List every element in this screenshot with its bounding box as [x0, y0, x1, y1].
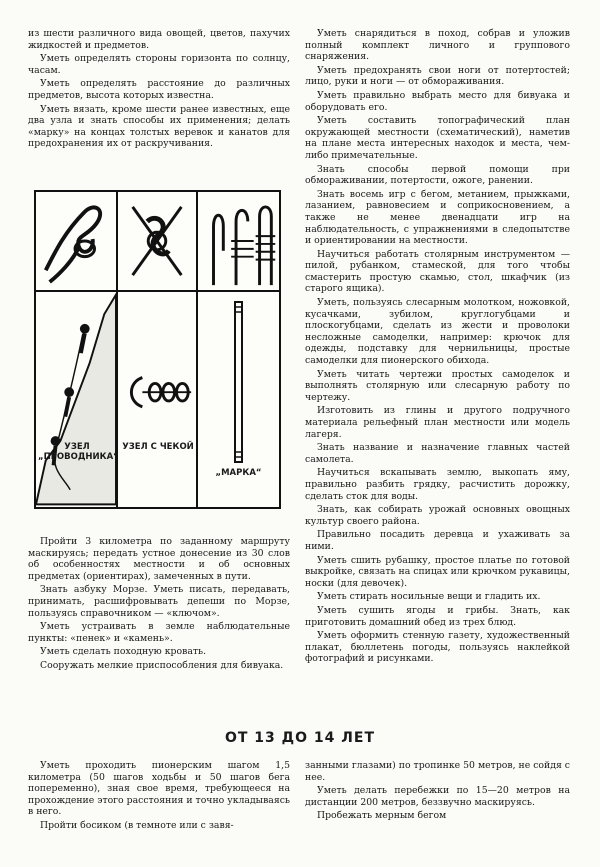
paragraph: Правильно посадить деревца и ухаживать за ними. [305, 529, 570, 552]
toggle-chain-drawing [118, 292, 198, 507]
paragraph: из шести различного вида овощей, цветов, пахучих жидкостей и предметов. [28, 28, 290, 51]
paragraph: Уметь определять расстояние до различных предметов, высота которых известна. [28, 78, 290, 101]
paragraph: Научиться вскапывать землю, выкопать яму, правильно разбить грядку, расчистить дорожку, сделать сток для воды. [305, 467, 570, 502]
paragraph: Уметь составить топографический план окружающей местности (схематический), наметив на плане места интересных находок и места, чем-либо примечательные. [305, 115, 570, 161]
paragraph: Знать восемь игр с бегом, метанием, прыжками, лазанием, равновесием и соприкосновением, а также не менее двенадцати игр на наблюдательность, с упражнениями в следопытстве и ориентировании на местности. [305, 188, 570, 247]
paragraph: Пройти 3 километра по заданному маршруту маскируясь; передать устное донесение из 30 слов об особенностях местности и об основных предметах (ориентирах), замеченных в пути. [28, 536, 290, 582]
bowline-knot-drawing [36, 192, 118, 292]
section-heading: ОТ 13 ДО 14 ЛЕТ [224, 730, 376, 746]
whipped-rope-drawing [198, 292, 279, 507]
paragraph: Знать, как собирать урожай основных овощных культур своего района. [305, 504, 570, 527]
paragraph: Уметь правильно выбрать место для бивуака и оборудовать его. [305, 89, 570, 113]
paragraph: Уметь устраивать в земле наблюдательные пункты: «пенек» и «камень». [28, 621, 290, 644]
paragraph: Изготовить из глины и другого подручного материала рельефный план местности или модель лагеря. [305, 405, 570, 440]
paragraph: Уметь проходить пионерским шагом 1,5 километра (50 шагов ходьбы и 50 шагов бега попеременно), зная свое время, требующееся на прохождение этого расстояния и точно укладываясь в него. [28, 760, 290, 818]
caption-whipping: „МАРКА“ [215, 468, 262, 478]
caption-toggle: УЗЕЛ С ЧЕКОЙ [122, 442, 194, 452]
bottom-right-text [305, 760, 570, 824]
paragraph: Уметь определять стороны горизонта по солнцу, часам. [28, 53, 290, 76]
knots-illustration [34, 190, 281, 509]
whipping-stages-drawing [198, 192, 279, 292]
paragraph: занными глазами) по тропинке 50 метров, не сойдя с нее. [305, 760, 570, 783]
right-column-text [305, 28, 570, 667]
paragraph: Уметь снарядиться в поход, собрав и уложив полный комплект личного и группового снаряжения. [305, 28, 570, 63]
paragraph: Сооружать мелкие приспособления для бивуака. [40, 659, 284, 671]
paragraph: Уметь делать перебежки по 15—20 метров на дистанции 200 метров, беззвучно маскируясь. [305, 785, 570, 808]
paragraph: Знать название и назначение главных частей самолета. [305, 442, 570, 465]
paragraph: Уметь вязать, кроме шести ранее известных, еще два узла и знать способы их применения; делать «марку» на концах толстых веревок и канатов для предохранения их от раскручивания. [28, 103, 290, 150]
left-top-text [28, 28, 290, 152]
paragraph: Знать азбуку Морзе. Уметь писать, передавать, принимать, расшифровывать депеши по Морзе, пользуясь справочником — «ключом». [28, 584, 290, 619]
paragraph: Уметь стирать носильные вещи и гладить их. [317, 591, 541, 603]
paragraph: Пробежать мерным бегом [317, 810, 447, 822]
left-bottom-text [28, 536, 290, 674]
bottom-left-text [28, 760, 290, 834]
paragraph: Научиться работать столярным инструментом — пилой, рубанком, стамеской, для того чтобы смастерить простую скамью, стол, шкафчик (из старого ящика). [305, 248, 570, 295]
paragraph: Уметь сделать походную кровать. [40, 646, 207, 658]
paragraph: Уметь сушить ягоды и грибы. Знать, как приготовить домашний обед из трех блюд. [305, 604, 570, 628]
caption-bowline: УЗЕЛ „ПРОВОДНИКА“ [38, 442, 119, 462]
paragraph: Уметь предохранять свои ноги от потертостей; лицо, руки и ноги — от обмораживания. [305, 64, 570, 88]
paragraph: Уметь сшить рубашку, простое платье по готовой выкройке, связать на спицах или крючком рукавицы, носки (для девочек). [305, 554, 570, 589]
toggle-knot-drawing [118, 192, 198, 292]
paragraph: Пройти босиком (в темноте или с завя- [40, 819, 234, 831]
climbers-drawing [36, 292, 118, 507]
paragraph: Уметь оформить стенную газету, художественный плакат, бюллетень погоды, пользуясь наклейкой фотографий и рисунками. [305, 630, 570, 665]
paragraph: Уметь, пользуясь слесарным молотком, ножовкой, кусачками, зубилом, круглогубцами и плоскогубцами, сделать из жести и проволоки несложные самоделки, например: крючок для одежды, подставку для чернильницы, простые самоделки для пионерского обихода. [305, 297, 570, 367]
paragraph: Знать способы первой помощи при обмораживании, потертости, ожоге, ранении. [305, 163, 570, 187]
paragraph: Уметь читать чертежи простых самоделок и выполнять столярную или слесарную работу по чертежу. [305, 368, 570, 403]
